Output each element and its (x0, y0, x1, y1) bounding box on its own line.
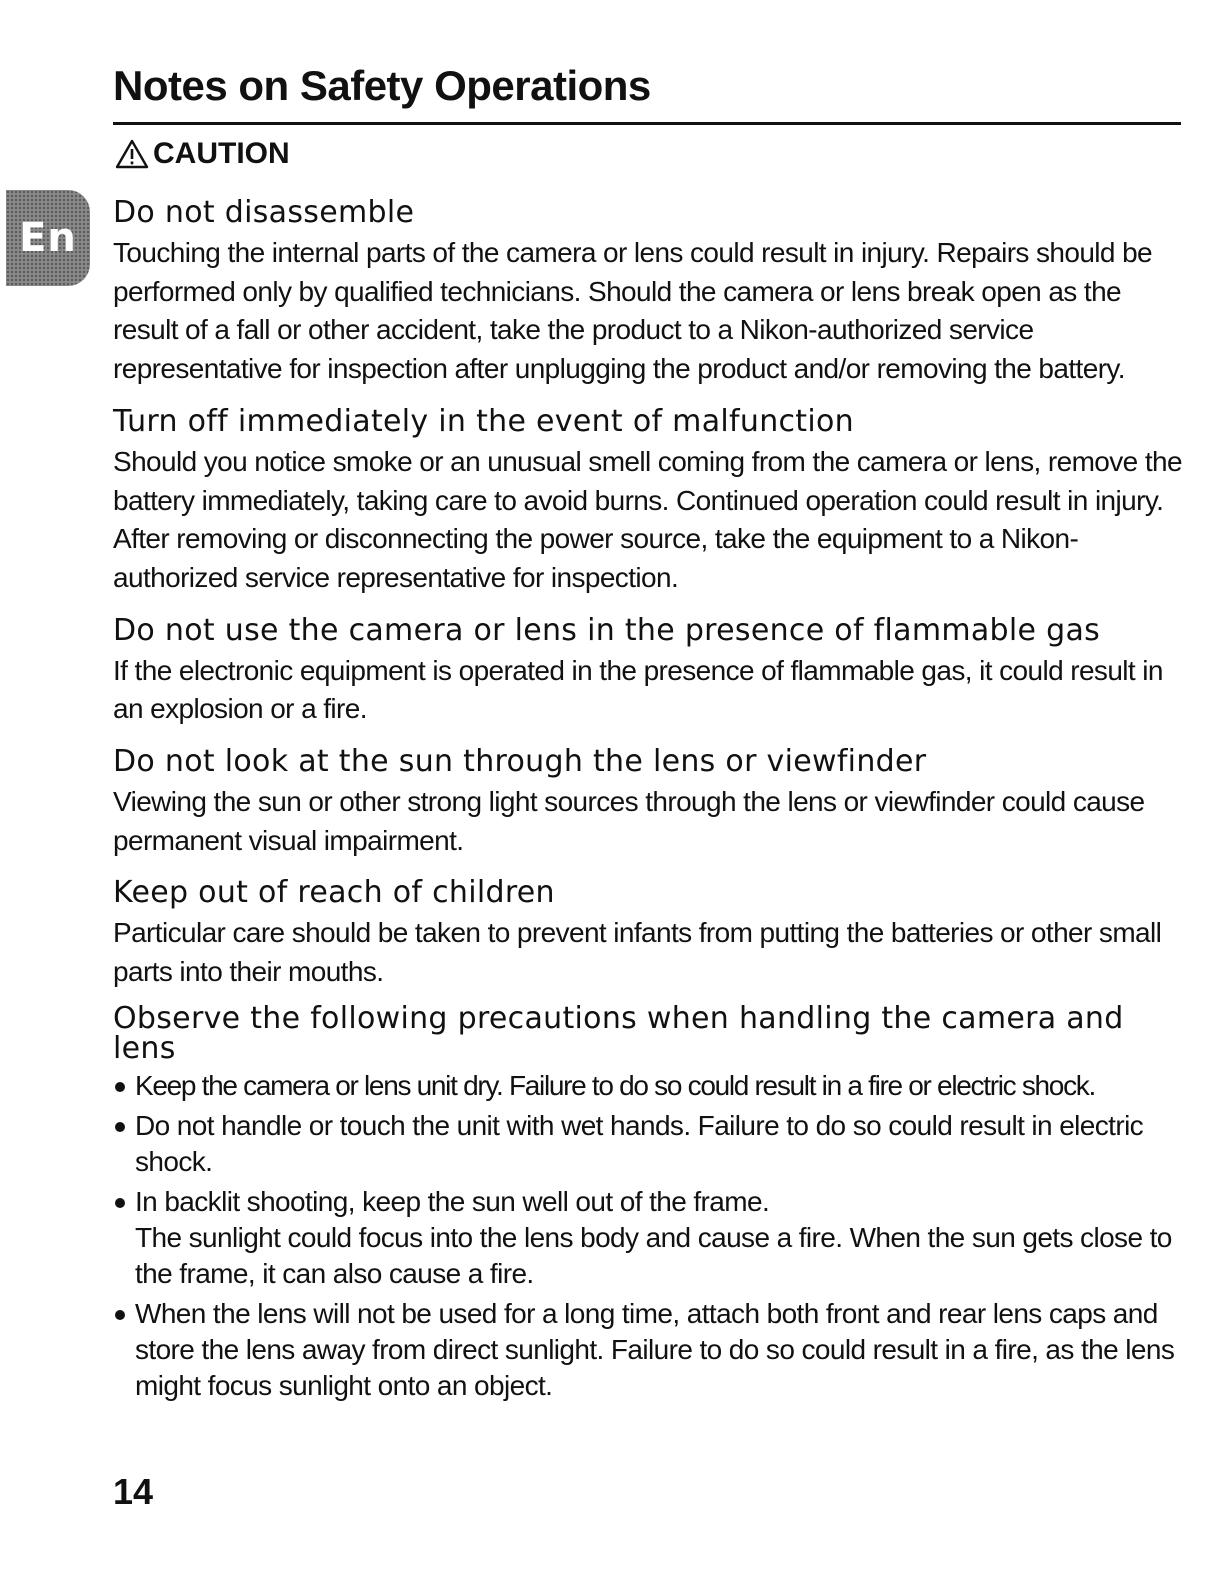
bullet-dot (115, 1122, 125, 1132)
section-heading: Do not look at the sun through the lens or viewfinder (113, 744, 927, 780)
section-disassemble (113, 192, 1188, 389)
page-title: Notes on Safety Operations (113, 62, 651, 109)
list-item-text: Keep the camera or lens unit dry. Failure to do so could result in a fire or electric shock. (135, 1069, 1095, 1101)
list-item-text: Do not handle or touch the unit with wet hands. Failure to do so could result in electric shock. (135, 1109, 1144, 1177)
section-body: Viewing the sun or other strong light sources through the lens or viewfinder could cause permanent visual impairment. (113, 786, 1145, 856)
precautions-list (113, 1068, 1188, 1404)
section-flammable-gas (113, 610, 1188, 729)
section-body: Touching the internal parts of the camera or lens could result in injury. Repairs should be performed only by qualified technicians. Should the camera or lens break open as the result of a fall or other accident, take the product to a Nikon-authorized service representative for inspection after unplugging the product and/or removing the battery. (113, 237, 1153, 385)
caution-header (115, 134, 290, 174)
title-rule (113, 122, 1181, 125)
section-body: Should you notice smoke or an unusual smell coming from the camera or lens, remove the battery immediately, taking care to avoid burns. Continued operation could result in injury. After removing or disconnecting the power source, take the equipment to a Nikon-authorized service representative for inspection. (113, 445, 1182, 593)
list-item-text: When the lens will not be used for a long time, attach both front and rear lens caps and store the lens away from direct sunlight. Failure to do so could result in a fire, as the lens might focus sunlight onto an object. (135, 1297, 1175, 1401)
list-item (113, 1068, 1188, 1104)
section-heading: Keep out of reach of children (113, 875, 555, 911)
list-item (113, 1184, 1188, 1292)
section-precautions (113, 1000, 1188, 1404)
warning-triangle-icon (115, 139, 149, 169)
section-malfunction (113, 401, 1188, 598)
bullet-dot (115, 1082, 125, 1092)
caution-label: CAUTION (153, 137, 290, 170)
section-sun (113, 741, 1188, 860)
section-heading: Turn off immediately in the event of malfunction (113, 403, 854, 439)
section-body: If the electronic equipment is operated in the presence of flammable gas, it could result in an explosion or a fire. (113, 654, 1163, 725)
language-tab (6, 190, 90, 286)
section-heading: Do not disassemble (113, 195, 415, 230)
section-heading: Observe the following precautions when handling the camera and lens (113, 1000, 1124, 1066)
page-number: 14 (113, 1471, 154, 1512)
bullet-dot (115, 1198, 125, 1208)
safety-content (113, 192, 1188, 1416)
list-item (113, 1296, 1188, 1404)
section-heading: Do not use the camera or lens in the presence of flammable gas (113, 612, 1101, 648)
list-item (113, 1108, 1188, 1180)
list-item-continuation: The sunlight could focus into the lens body and cause a fire. When the sun gets close to the frame, it can also cause a fire. (135, 1221, 1172, 1289)
section-children (113, 872, 1188, 991)
language-tab-label: En (19, 215, 77, 261)
bullet-dot (115, 1310, 125, 1320)
list-item-text: In backlit shooting, keep the sun well out of the frame. (135, 1185, 770, 1217)
section-body: Particular care should be taken to prevent infants from putting the batteries or other small parts into their mouths. (113, 917, 1162, 988)
